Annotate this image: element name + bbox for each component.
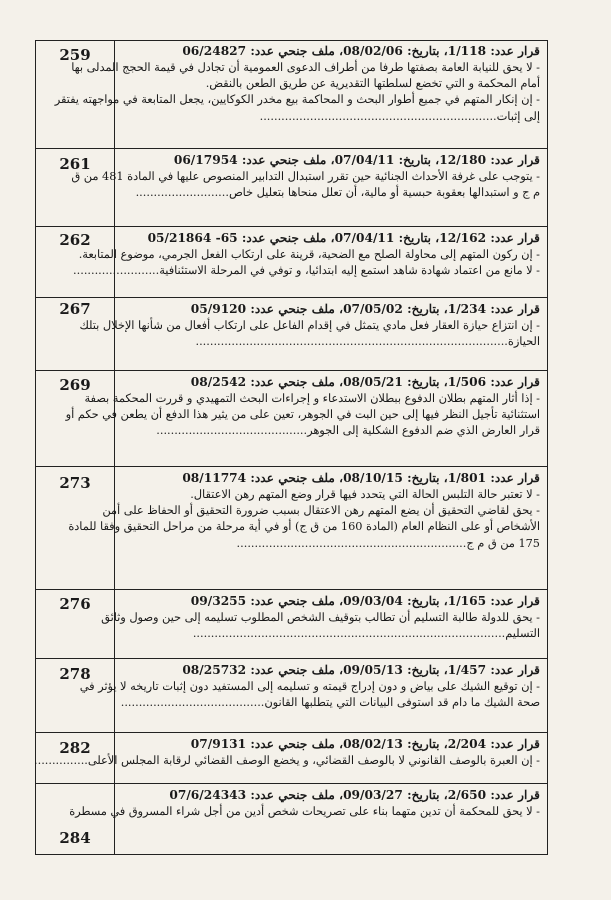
- page-number: 261: [59, 155, 91, 173]
- page-number: 278: [59, 665, 91, 683]
- summary-line: الأشخاص أو على النظام العام (المادة 160 من ق ج) أو في أية مرحلة من مراحل التحقيق وفقا للمادة: [68, 520, 540, 534]
- summary-line: - إن إنكار المتهم في جميع أطوار البحث و المحاكمة بيع مخدر الكوكايين، يجعل المتابعة في مواجهته يفتقر: [54, 93, 540, 107]
- summary-line: استثنائية تأجيل النظر فيها إلى حين البت في الجوهر، تعين على من يثير هذا الدفع أن يطعن في حكم أو: [65, 408, 540, 422]
- page-number: 267: [59, 300, 91, 318]
- index-entry: [35, 298, 548, 371]
- summary-line: 175 من ق م ج................................................................: [236, 536, 540, 550]
- page-number: 273: [59, 474, 91, 492]
- summary-line: - لا يحق للمحكمة أن تدين متهما بناء على تصريحات شخص أدين من أجل شراء المسروق في مسطرة: [69, 805, 540, 818]
- decision-header: قرار عدد: 2/204، بتاريخ: 08/02/13، ملف جنحي عدد: 07/9131: [190, 737, 540, 751]
- summary-line: - لا يحق للنيابة العامة بصفتها طرفا من أطراف الدعوى العمومية أن تجادل في قيمة الحجج المدلى بها: [71, 61, 540, 74]
- page-number: 276: [59, 595, 91, 613]
- index-entry: [35, 590, 548, 659]
- page-number: 282: [59, 739, 91, 757]
- decision-header: قرار عدد: 1/234، بتاريخ: 07/05/02، ملف جنحي عدد: 05/9120: [190, 302, 540, 316]
- page-number: 284: [59, 829, 91, 847]
- page-number: 269: [59, 376, 91, 394]
- summary-line: - يتوجب على غرفة الأحداث الجنائية حين تقرر استبدال التدابير المنصوص عليها في المادة 481 من ق: [71, 170, 540, 183]
- summary-line: - لا مانع من اعتماد شهادة شاهد استمع إليه ابتدائيا، و توفي في المرحلة الاستئنافية........................: [73, 264, 540, 278]
- page-number: 262: [59, 231, 91, 249]
- summary-line: - يحق للدولة طالبة التسليم أن تطالب بتوقيف الشخص المطلوب تسليمه إلى حين وصول وثائق: [101, 611, 540, 624]
- entry-body: [79, 662, 540, 711]
- summary-line: أمام المحكمة و التي تخضع لسلطتها التقديرية عن طريق الطعن بالنقض.: [205, 77, 540, 91]
- page-number: 259: [59, 46, 91, 64]
- entry-body: [101, 593, 540, 642]
- summary-line: - لا تعتبر حالة التلبس الحالة التي يتحدد فيها قرار وضع المتهم رهن الاعتقال.: [190, 488, 540, 501]
- summary-line: قرار العارض الذي ضم الدفوع الشكلية إلى الجوهر..........................................: [156, 424, 540, 438]
- summary-line: - إن توقيع الشيك على بياض و دون إدراج قيمته و تسليمه إلى المستفيد دون إثبات تاريخه لا يؤثر في: [79, 680, 540, 693]
- index-entry: [35, 733, 548, 784]
- summary-line: - إن العبرة بالوصف القانوني لا بالوصف القضائي، و يخضع الوصف القضائي لرقابة المجلس الأعلى...............: [34, 754, 540, 767]
- entry-body: [79, 301, 540, 350]
- decision-header: قرار عدد: 1/165، بتاريخ: 09/03/04، ملف جنحي عدد: 09/3255: [190, 594, 540, 608]
- summary-line: - إذا أثار المتهم بطلان الدفوع ببطلان الاستدعاء و إجراءات البحث التمهيدي و قررت المحكمة بصفة: [84, 392, 540, 405]
- decision-header: قرار عدد: 1/801، بتاريخ: 08/10/15، ملف جنحي عدد: 08/11774: [182, 471, 540, 485]
- decision-header: قرار عدد: 1/457، بتاريخ: 09/05/13، ملف جنحي عدد: 08/25732: [182, 663, 540, 677]
- decision-header: قرار عدد: 1/118، بتاريخ: 08/02/06، ملف جنحي عدد: 06/24827: [182, 44, 540, 58]
- entry-body: [69, 787, 540, 820]
- summary-line: - إن ركون المتهم إلى محاولة الصلح مع الضحية، قرينة على ارتكاب الفعل الجرمي، موضوع المتابعة.: [78, 248, 540, 261]
- index-entry: [35, 227, 548, 298]
- summary-line: التسليم.......................................................................................: [192, 627, 540, 641]
- index-entry: [35, 467, 548, 590]
- index-entry: [35, 371, 548, 467]
- summary-line: م ج و استبدالها بعقوبة حبسية أو مالية، أن تعلل منحاها بتعليل خاص..........................: [135, 186, 540, 200]
- decision-header: قرار عدد: 1/506، بتاريخ: 08/05/21، ملف جنحي عدد: 08/2542: [190, 375, 540, 389]
- summary-line: صحة الشيك ما دام قد استوفى البيانات التي يتطلبها القانون........................................: [120, 696, 540, 710]
- summary-line: - إن انتزاع حيازة العقار فعل مادي يتمثل في إقدام الفاعل على ارتكاب أفعال من شأنها الإخلال بتلك: [79, 319, 540, 332]
- decision-header: قرار عدد: 12/180، بتاريخ: 07/04/11، ملف جنحي عدد: 06/17954: [173, 153, 540, 167]
- summary-line: - يحق لقاضي التحقيق أن يضع المتهم رهن الاعتقال بسبب ضرورة التحقيق أو الحفاظ على أمن: [102, 504, 540, 518]
- index-entry: [35, 784, 548, 855]
- index-entry: [35, 149, 548, 227]
- decision-header: قرار عدد: 12/162، بتاريخ: 07/04/11، ملف جنحي عدد: 65- 05/21864: [147, 231, 540, 245]
- index-entry: [35, 40, 548, 149]
- index-entry: [35, 659, 548, 733]
- summary-line: الحيازة.......................................................................................: [195, 335, 540, 349]
- decision-header: قرار عدد: 2/650، بتاريخ: 09/03/27، ملف جنحي عدد: 07/6/24343: [169, 788, 540, 802]
- summary-line: إلى إثبات..................................................................: [259, 109, 540, 123]
